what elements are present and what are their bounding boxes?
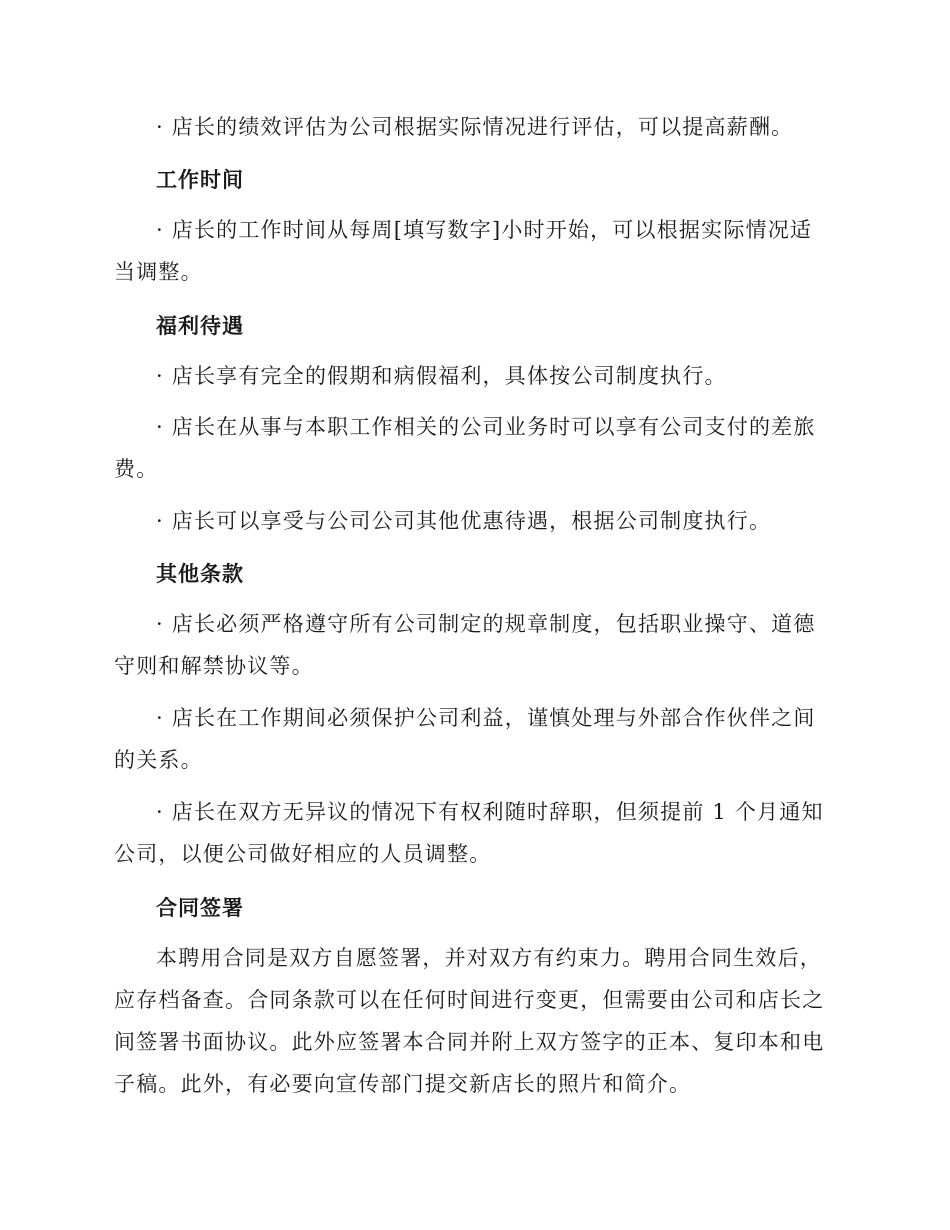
paragraph-travel-expenses: · 店长在从事与本职工作相关的公司业务时可以享有公司支付的差旅费。 [114,415,816,481]
paragraph-company-interests: · 店长在工作期间必须保护公司利益，谨慎处理与外部合作伙伴之间的关系。 [114,706,816,772]
paragraph-performance-evaluation: · 店长的绩效评估为公司根据实际情况进行评估，可以提高薪酬。 [156,115,794,139]
paragraph-contract-signing: 本聘用合同是双方自愿签署，并对双方有约束力。聘用合同生效后，应存档备查。合同条款可以在任何时间进行变更，但需要由公司和店长之间签署书面协议。此外应签署本合同并附上双方签字的正本、复印本和电子稿。此外，有必要向宣传部门提交新店长的照片和简介。 [114,946,825,1096]
heading-benefits: 福利待遇 [156,314,244,338]
paragraph-rules-compliance: · 店长必须严格遵守所有公司制定的规章制度，包括职业操守、道德守则和解禁协议等。 [114,612,816,678]
paragraph-other-benefits: · 店长可以享受与公司公司其他优惠待遇，根据公司制度执行。 [156,509,772,533]
heading-other-terms: 其他条款 [156,562,244,586]
heading-work-time: 工作时间 [156,168,244,192]
paragraph-resignation: · 店长在双方无异议的情况下有权利随时辞职，但须提前 1 个月通知公司，以便公司做好相应的人员调整。 [114,800,824,866]
paragraph-leave-benefits: · 店长享有完全的假期和病假福利，具体按公司制度执行。 [156,364,727,388]
heading-contract-signing: 合同签署 [156,896,244,920]
paragraph-work-hours: · 店长的工作时间从每周[填写数字]小时开始，可以根据实际情况适当调整。 [114,218,813,284]
